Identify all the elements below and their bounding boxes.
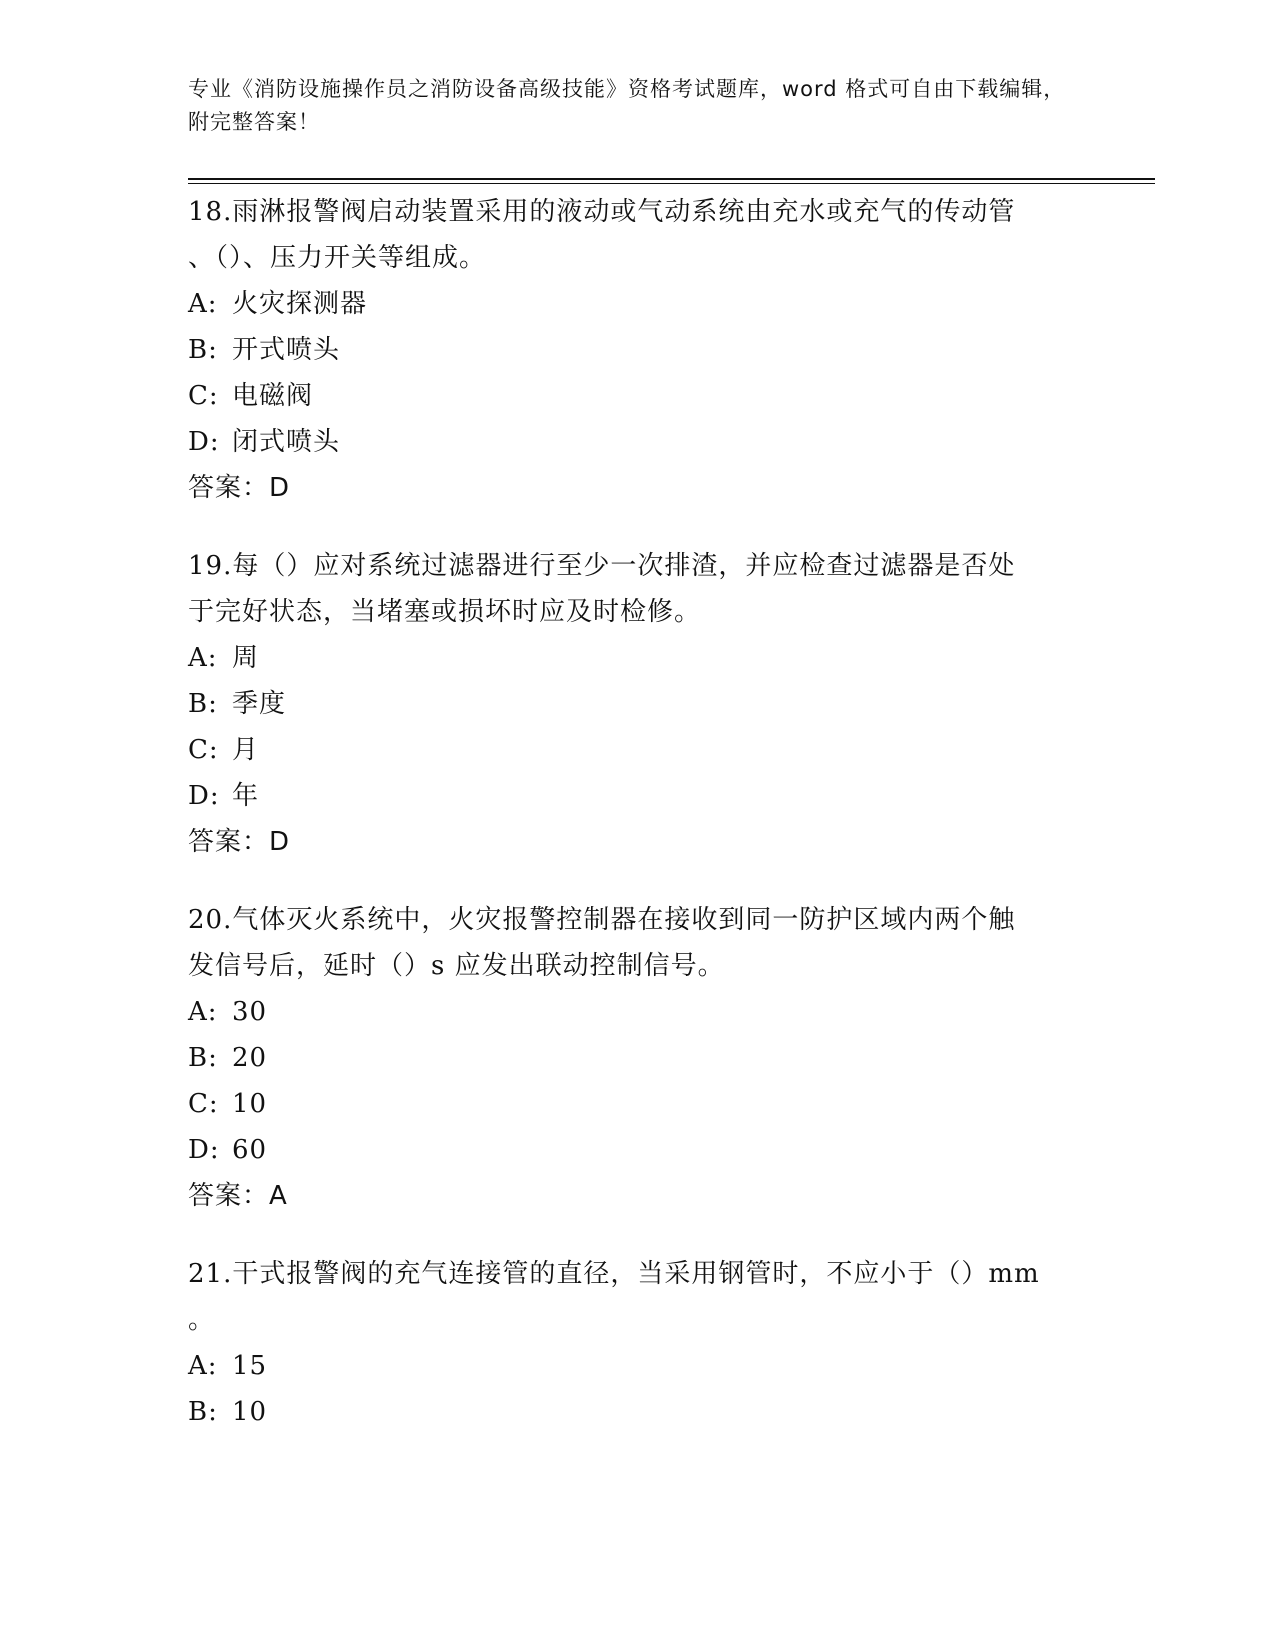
question-list <box>188 189 1088 1467</box>
option-text: 60 <box>232 1135 268 1165</box>
option-a <box>188 989 1088 1035</box>
option-text: 电磁阀 <box>232 381 314 411</box>
question-21 <box>188 1251 1088 1435</box>
question-19 <box>188 543 1088 865</box>
option-label: A: <box>188 289 218 319</box>
option-b <box>188 681 1088 727</box>
option-label: A: <box>188 643 218 673</box>
option-text: 20 <box>232 1043 268 1073</box>
option-c <box>188 727 1088 773</box>
question-18 <box>188 189 1088 511</box>
option-text: 年 <box>232 781 260 811</box>
option-text: 开式喷头 <box>232 335 341 365</box>
option-b <box>188 1035 1088 1081</box>
option-label: D: <box>188 427 220 457</box>
option-label: B: <box>188 1043 218 1073</box>
option-a <box>188 281 1088 327</box>
option-text: 15 <box>232 1351 268 1381</box>
option-text: 周 <box>232 643 260 673</box>
option-label: B: <box>188 335 218 365</box>
option-text: 季度 <box>232 689 287 719</box>
option-label: C: <box>188 735 219 765</box>
question-text: 19.每（）应对系统过滤器进行至少一次排渣，并应检查过滤器是否处 于完好状态，当堵塞或损坏时应及时检修。 <box>188 551 1016 627</box>
option-d <box>188 1127 1088 1173</box>
option-text: 闭式喷头 <box>232 427 341 457</box>
option-label: A: <box>188 1351 218 1381</box>
document-header: 专业《消防设施操作员之消防设备高级技能》资格考试题库，word 格式可自由下载编辑，附完整答案！ <box>188 77 1066 134</box>
option-a <box>188 1343 1088 1389</box>
option-d <box>188 419 1088 465</box>
option-b <box>188 1389 1088 1435</box>
option-text: 火灾探测器 <box>232 289 368 319</box>
option-c <box>188 373 1088 419</box>
option-label: A: <box>188 997 218 1027</box>
option-a <box>188 635 1088 681</box>
question-text: 21.干式报警阀的充气连接管的直径，当采用钢管时，不应小于（）mm 。 <box>188 1259 1040 1335</box>
option-label: D: <box>188 781 220 811</box>
option-text: 月 <box>232 735 260 765</box>
answer-line: 答案：D <box>188 827 291 857</box>
option-d <box>188 773 1088 819</box>
header-rule-thick <box>188 178 1155 180</box>
option-label: C: <box>188 1089 219 1119</box>
option-c <box>188 1081 1088 1127</box>
option-label: C: <box>188 381 219 411</box>
answer-line: 答案：D <box>188 473 291 503</box>
option-label: B: <box>188 689 218 719</box>
answer-line: 答案：A <box>188 1181 288 1211</box>
option-text: 10 <box>232 1089 268 1119</box>
option-b <box>188 327 1088 373</box>
option-label: D: <box>188 1135 220 1165</box>
header-rule-thin <box>188 183 1155 184</box>
option-label: B: <box>188 1397 218 1427</box>
question-text: 20.气体灭火系统中，火灾报警控制器在接收到同一防护区域内两个触 发信号后，延时（）s 应发出联动控制信号。 <box>188 905 1016 981</box>
option-text: 30 <box>232 997 268 1027</box>
question-text: 18.雨淋报警阀启动装置采用的液动或气动系统由充水或充气的传动管 、（）、压力开关等组成。 <box>188 197 1016 273</box>
question-20 <box>188 897 1088 1219</box>
option-text: 10 <box>232 1397 268 1427</box>
